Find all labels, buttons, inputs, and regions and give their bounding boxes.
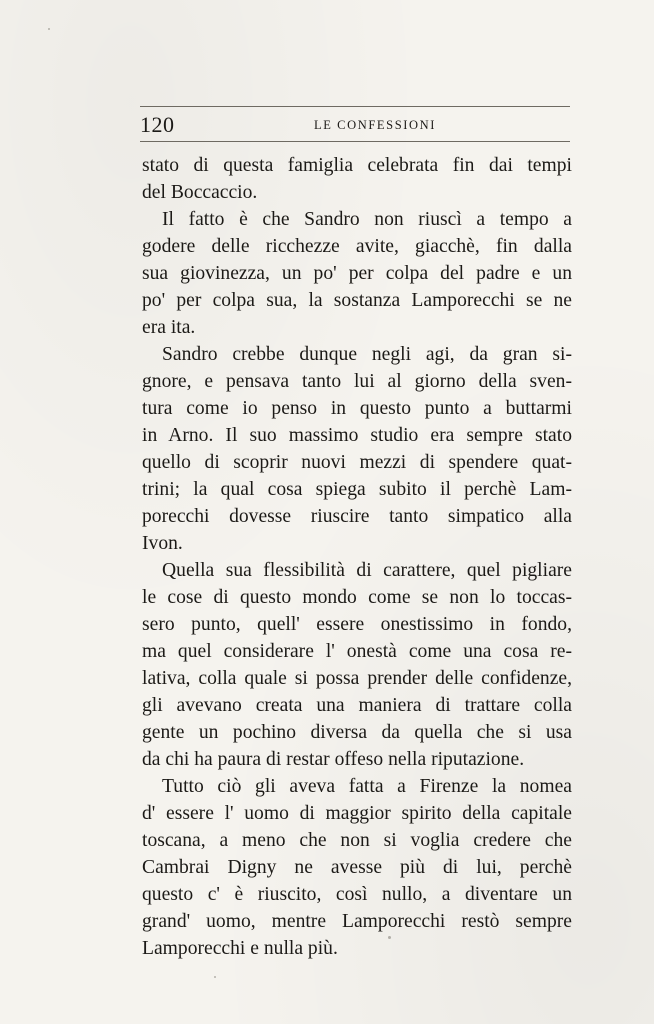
text-line: in Arno. Il suo massimo studio era sempre stato [142,425,572,446]
page-number: 120 [140,112,175,137]
text-line: tura come io penso in questo punto a buttarmi [142,398,572,419]
text-line: quello di scoprir nuovi mezzi di spendere quat- [142,452,572,473]
body-text [142,152,572,962]
header-rule-bottom [140,141,570,142]
text-line: sua giovinezza, un po' per colpa del padre e un [142,263,572,284]
text-line: Cambrai Digny ne avesse più di lui, perchè [142,857,572,878]
paper-speck [214,976,216,978]
text-line: del Boccaccio. [142,182,258,203]
paragraph [142,773,572,962]
running-title: LE CONFESSIONI [313,118,437,132]
text-line: lativa, colla quale si possa prender delle confidenze, [142,668,572,689]
text-line: godere delle ricchezze avite, giacchè, fin dalla [142,236,572,257]
paragraph [142,206,572,341]
text-line: porecchi dovesse riuscire tanto simpatico alla [142,506,572,527]
header-rule-top [140,106,570,107]
paragraph [142,152,572,206]
text-line: sero punto, quell' essere onestissimo in fondo, [142,614,572,635]
text-line: grand' uomo, mentre Lamporecchi restò sempre [142,911,572,932]
text-line: stato di questa famiglia celebrata fin dai tempi [142,155,572,176]
text-line: Lamporecchi e nulla più. [142,938,338,959]
paper-speck [388,936,391,939]
running-head [140,112,570,138]
text-line: questo c' è riuscito, così nullo, a diventare un [142,884,572,905]
text-line: po' per colpa sua, la sostanza Lamporecchi se ne [142,290,572,311]
text-line: gnore, e pensava tanto lui al giorno della sven- [142,371,572,392]
text-line: d' essere l' uomo di maggior spirito della capitale [142,803,572,824]
text-line: da chi ha paura di restar offeso nella riputazione. [142,749,525,770]
text-line: era ita. [142,317,196,338]
text-line: trini; la qual cosa spiega subito il perchè Lam- [142,479,572,500]
text-line: gli avevano creata una maniera di trattare colla [142,695,572,716]
text-line: Ivon. [142,533,183,554]
text-line: Sandro crebbe dunque negli agi, da gran si- [162,344,572,365]
text-line: Tutto ciò gli aveva fatta a Firenze la nomea [162,776,572,797]
text-line: gente un pochino diversa da quella che si usa [142,722,572,743]
text-line: toscana, a meno che non si voglia credere che [142,830,572,851]
text-line: Quella sua flessibilità di carattere, quel pigliare [162,560,572,581]
text-line: Il fatto è che Sandro non riuscì a tempo a [162,209,572,230]
text-line: le cose di questo mondo come se non lo toccas- [142,587,572,608]
paper-speck [48,28,50,30]
text-line: ma quel considerare l' onestà come una cosa re- [142,641,572,662]
paragraph [142,557,572,773]
paragraph [142,341,572,557]
